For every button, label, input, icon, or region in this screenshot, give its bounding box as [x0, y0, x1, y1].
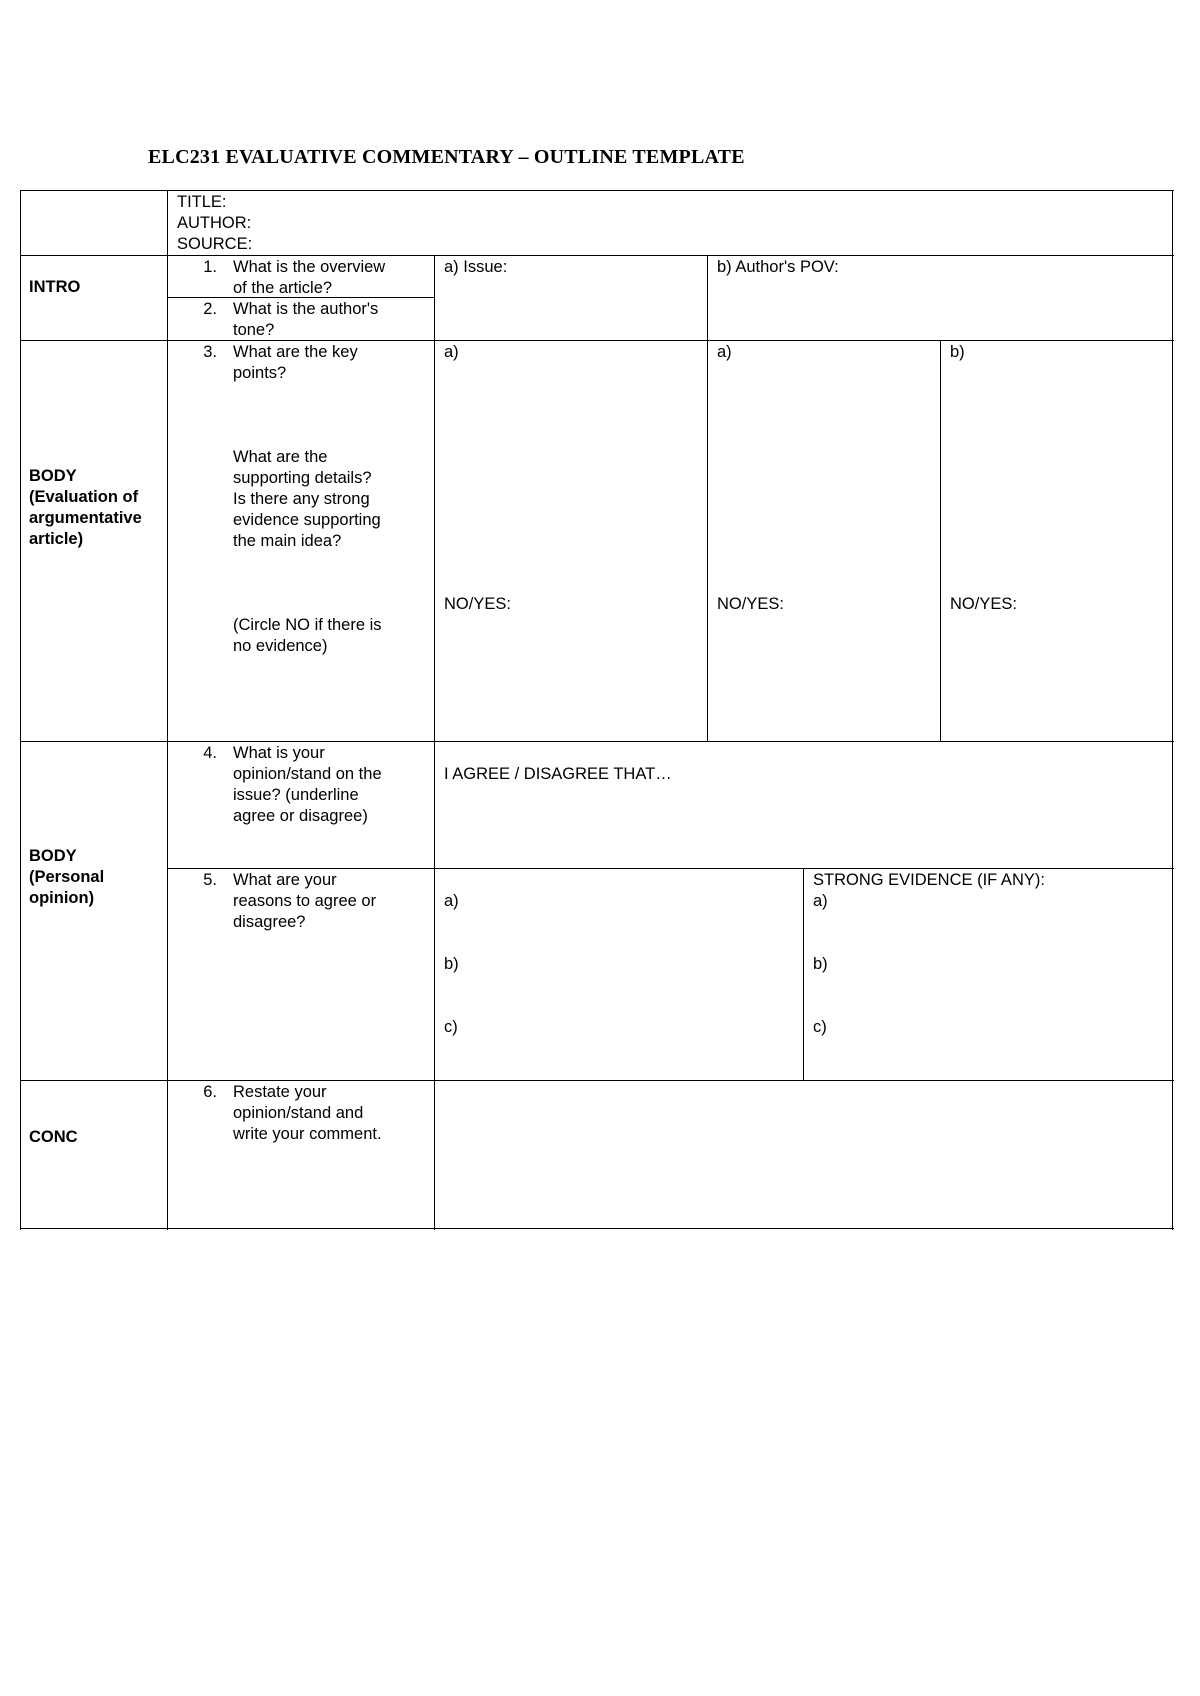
row-divider: [20, 255, 1174, 256]
key-point-b-label: b): [950, 343, 965, 361]
issue-field-label: a) Issue:: [444, 258, 508, 276]
col-divider: [167, 190, 168, 1230]
agree-disagree-statement[interactable]: I AGREE / DISAGREE THAT…: [444, 765, 672, 783]
form-border-bottom: [20, 1228, 1174, 1229]
reason-a-label: a): [444, 892, 459, 910]
row-divider: [20, 741, 1174, 742]
evidence-c-label: c): [813, 1018, 827, 1036]
row-divider: [20, 340, 1174, 341]
reason-c-label: c): [444, 1018, 458, 1036]
author-field-label: AUTHOR:: [177, 214, 252, 232]
col-divider: [803, 868, 804, 1081]
strong-evidence-label: STRONG EVIDENCE (IF ANY):: [813, 871, 1045, 889]
row-divider: [20, 1080, 1174, 1081]
evidence-a-label: a): [813, 892, 828, 910]
evidence-b-label: b): [813, 955, 828, 973]
no-yes-option[interactable]: NO/YES:: [444, 595, 511, 613]
col-divider: [707, 255, 708, 742]
source-field-label: SOURCE:: [177, 235, 253, 253]
outline-form: TITLE: AUTHOR: SOURCE: INTRO BODY (Evaluation of argumentative article) BODY (Personal opinion) CONC 1. What is the overview of the article? 2. What is the author's tone? a) Issue: b) Author's POV: 3. What are the key points? What are the supporting details? Is there any strong evidence supporting the main idea? (Circle NO if there is no evidence) a) a) b) NO/YES: NO/YES: NO/YES: 4. What is your opinion/stand on the issue? (underline agree or disagree) I AGREE / DISAGREE THAT… 5. What are your reasons to agree or disagree? a) b) c) STRONG EVIDENCE (IF ANY): a) b) c) 6. Restate your opinion/stand and write your comment.: [20, 190, 1174, 1230]
reason-b-label: b): [444, 955, 459, 973]
key-point-a-label: a): [444, 343, 459, 361]
document-title: ELC231 EVALUATIVE COMMENTARY – OUTLINE TEMPLATE: [148, 146, 745, 168]
col-divider: [940, 340, 941, 742]
no-yes-option[interactable]: NO/YES:: [950, 595, 1017, 613]
no-yes-option[interactable]: NO/YES:: [717, 595, 784, 613]
form-border-right: [1172, 190, 1173, 1230]
key-point-a2-label: a): [717, 343, 732, 361]
title-field-label: TITLE:: [177, 193, 227, 211]
author-pov-field-label: b) Author's POV:: [717, 258, 839, 276]
section-label-conc: CONC: [29, 1128, 78, 1146]
form-border-left: [20, 190, 21, 1230]
col-divider: [434, 255, 435, 1230]
section-label-intro: INTRO: [29, 278, 81, 296]
